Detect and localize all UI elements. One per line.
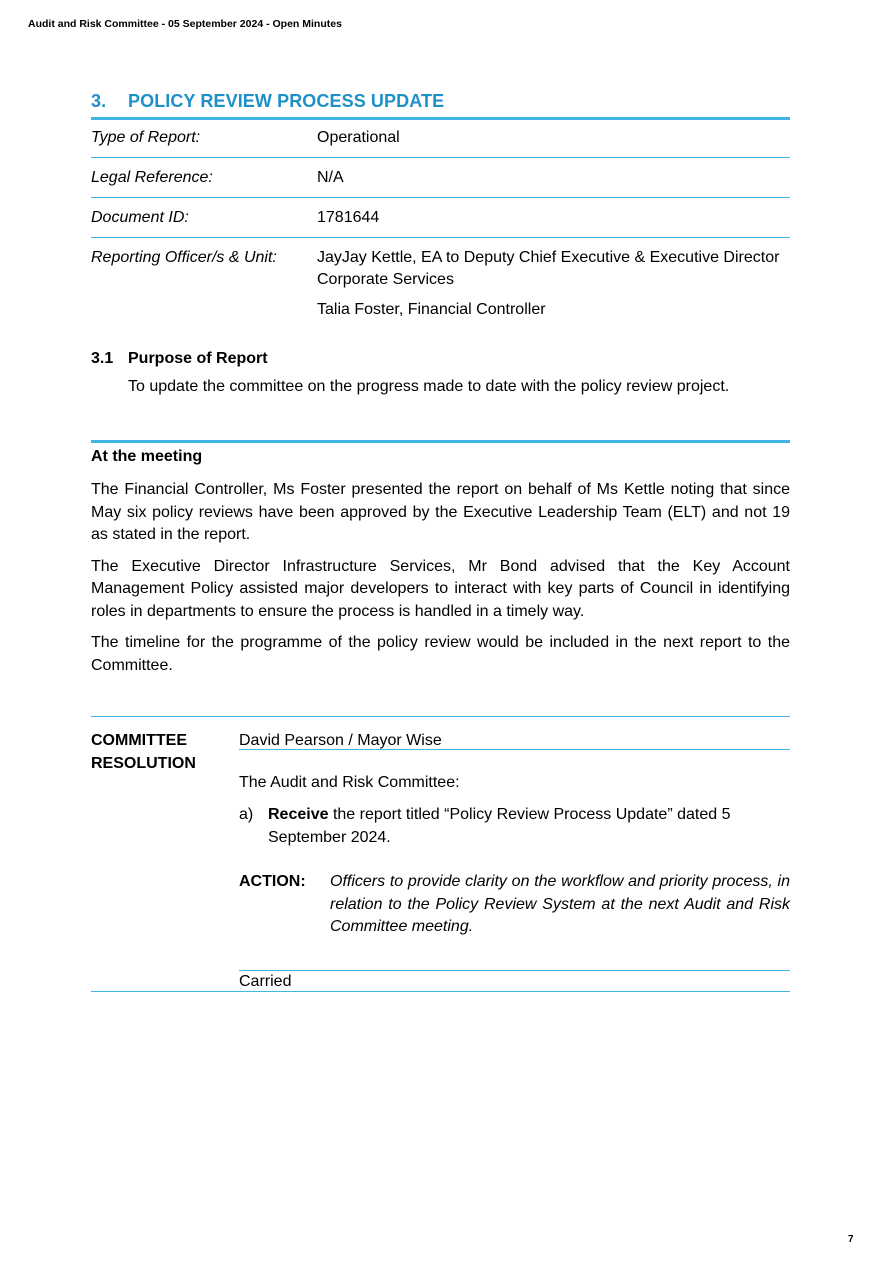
info-row-reporting-officers: [91, 238, 790, 329]
meeting-paragraph: The Executive Director Infrastructure Services, Mr Bond advised that the Key Account Management Policy assisted major developers to interact with key parts of Council in identifying roles in departments to ensure the process is handled in a timely way.: [91, 557, 790, 620]
item-text-wrap: [268, 804, 790, 849]
action-item: [239, 871, 790, 939]
running-header: Audit and Risk Committee - 05 September 2024 - Open Minutes: [28, 18, 342, 30]
purpose-heading-text: Purpose of Report: [128, 350, 268, 367]
info-row-type: [91, 118, 790, 158]
info-value: N/A: [317, 169, 344, 186]
resolution-label: [91, 730, 196, 775]
meeting-rule: [91, 440, 790, 443]
meeting-body: [91, 479, 790, 686]
info-label: Document ID:: [91, 209, 189, 226]
section-title: [91, 91, 444, 112]
carried-top-rule: [239, 970, 790, 971]
info-value: Operational: [317, 129, 400, 146]
section-title-text: POLICY REVIEW PROCESS UPDATE: [128, 91, 445, 111]
meeting-paragraph: The Financial Controller, Ms Foster presented the report on behalf of Ms Kettle noting that since May six policy reviews have been approved by the Executive Leadership Team (ELT) and not 19 as stated in the report.: [91, 481, 790, 543]
info-value: 1781644: [317, 209, 380, 226]
purpose-text: To update the committee on the progress made to date with the policy review project.: [128, 378, 730, 395]
resolution-top-rule: [91, 716, 790, 717]
section-number: 3.: [91, 91, 107, 111]
outcome-carried: Carried: [239, 973, 292, 990]
info-label: Type of Report:: [91, 129, 201, 146]
item-text: the report titled “Policy Review Process Update” dated 5 September 2024.: [268, 806, 731, 846]
info-row-document-id: [91, 198, 790, 238]
purpose-heading: [91, 350, 268, 368]
resolution-bottom-rule: [91, 991, 790, 992]
action-text: Officers to provide clarity on the workflow and priority process, in relation to the Policy Review System at the next Audit and Risk Committee meeting.: [330, 873, 790, 935]
movers-rule: [239, 749, 790, 750]
officer-2: Talia Foster, Financial Controller: [317, 301, 546, 318]
officer-list: [317, 238, 790, 329]
info-row-legal: [91, 158, 790, 198]
resolution-label-line-1: COMMITTEE: [91, 732, 187, 749]
purpose-number: 3.1: [91, 350, 114, 367]
page-number: 7: [848, 1234, 854, 1245]
report-info-table: [91, 118, 790, 329]
item-marker: a): [239, 806, 254, 823]
action-label: ACTION:: [239, 873, 306, 890]
meeting-paragraph: The timeline for the programme of the policy review would be included in the next report to the Committee.: [91, 634, 790, 674]
resolution-label-line-2: RESOLUTION: [91, 754, 196, 772]
info-label: Reporting Officer/s & Unit:: [91, 249, 277, 266]
item-bold: Receive: [268, 806, 329, 823]
meeting-heading: At the meeting: [91, 448, 203, 465]
officer-1: JayJay Kettle, EA to Deputy Chief Executive & Executive Director Corporate Services: [317, 249, 780, 288]
info-label: Legal Reference:: [91, 169, 213, 186]
movers: David Pearson / Mayor Wise: [239, 732, 442, 749]
committee-intro: The Audit and Risk Committee:: [239, 774, 460, 791]
resolution-item-a: [239, 804, 790, 849]
